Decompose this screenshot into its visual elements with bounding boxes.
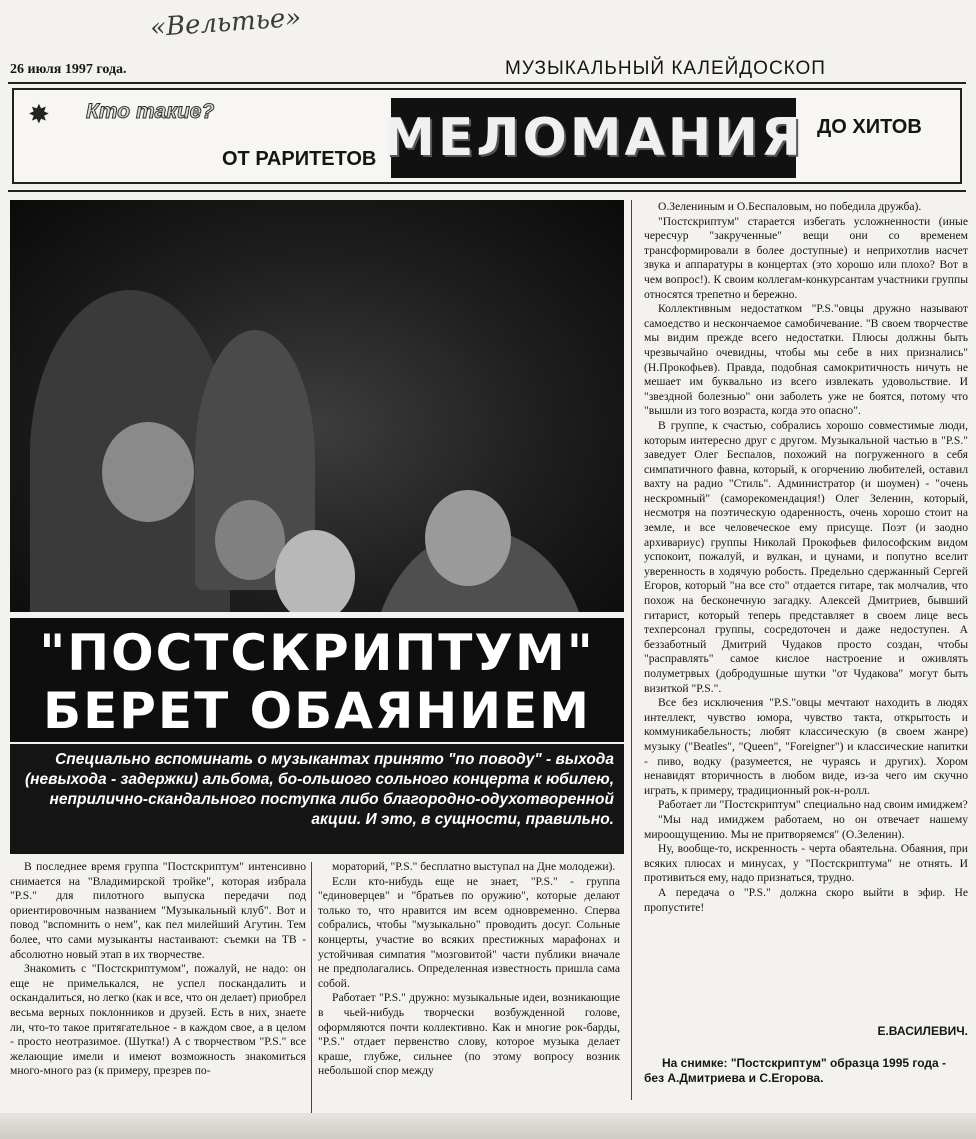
top-rule — [8, 82, 966, 84]
rubric-logo-text: МЕЛОМАНИЯ — [383, 108, 804, 168]
column-divider — [311, 862, 312, 1126]
photo-face — [425, 490, 511, 586]
photo-face — [102, 422, 194, 522]
paragraph: В группе, к счастью, собрались хорошо совместимые люди, которым интересно друг с другом. Музыкальной частью в "P.S." заведует Олег Беспалов, похожий на погруженного в себя симпатичного фавна, который, к огорчению любителей, оставил вахту на радио "Стиль". Администратор (и шоумен) - "очень нескромный" (саморекомендация!) Олег Зеленин, который, несмотря на поэтическую одаренность, очень хорошо стоит на земле, и все человеческое ему присуще. Поэт (и заодно архивариус) группы Николай Прокофьев философским видом успокоит, пожалуй, и вулкан, и цунами, и попутно вселит уверенность в ходячую робость. Предельно сдержанный Сергей Егоров, который "на все сто" отдается гитаре, так молчалив, что похож на бесконечную загадку. Алексей Дмитриев, бывший гитарист, который теперь представляет в своем лице весь техперсонал группы, сосредоточен и даже недоступен. А беззаботный Дмитрий Чудаков просто создан, чтобы "расправлять" самое кислое настроение и оживлять полуметрвых (добродушные шутки "от Чудакова" могут быть визиткой "P.S.". — [644, 418, 968, 695]
banner-rule — [8, 190, 966, 192]
headline — [10, 618, 624, 742]
rubric-question: Кто такие? — [86, 100, 215, 123]
photo-face — [275, 530, 355, 612]
photo-caption: На снимке: "Постскриптум" образца 1995 года - без А.Дмитриева и С.Егорова. — [644, 1056, 947, 1085]
paragraph: А передача о "P.S." должна скоро выйти в эфир. Не пропустите! — [644, 885, 968, 914]
paragraph: "Мы над имиджем работаем, но он отвечает нашему мироощущению. Мы не притворяемся" (О.Зеленин). — [644, 812, 968, 841]
paragraph: "Постскриптум" старается избегать усложненности (иные чересчур "закрученные" вещи они со временем трансформировали в более доступные) и неприхотлив насчет звука и аппаратуры в концертах (это хорошо или плохо? Вот в чем вопрос!). К своим коллегам-конкурсантам участники группы относятся трепетно и бережно. — [644, 214, 968, 301]
headline-line-2: БЕРЕТ ОБАЯНИЕМ — [43, 682, 591, 740]
column-divider — [631, 200, 632, 1100]
paragraph: мораторий, "P.S." бесплатно выступал на Дне молодежи). — [332, 860, 616, 873]
band-photo — [10, 200, 624, 612]
paragraph: Все без исключения "P.S."овцы мечтают находить в людях интеллект, чувство юмора, чувство такта, открытость и коммуникабельность; любят классическую (в своем жанре) музыку ("Beatles", "Queen", "Foreigner") и классические напитки - пиво, водку (разумеется, не чураясь и других). Хором ненавидят вторичность в любом виде, из-за чего им скучно играть, к примеру, традиционный рок-н-ролл. — [644, 696, 968, 797]
paragraph: Знакомить с "Постскриптумом", пожалуй, не надо: он еще не примелькался, не успел поскандалить и оскандалиться, но легко (как и все, что он делает) приобрел весьма верных поклонников и друзей. Есть в них, знаете ли, что-то такое притягательное - в каждом свое, а в целом - просто неотразимое. (Шутка!) А с творчеством "P.S." все желающие имели и имеют возможность знакомиться много-много раз (к примеру, презрев по- — [10, 962, 306, 1078]
headline-line-1: "ПОСТСКРИПТУМ" — [39, 624, 595, 682]
paragraph: Коллективным недостатком "P.S."овцы дружно называют самоедство и нескончаемое самобичевание. "В своем творчестве мы видим прежде всего недостатки. Плюсы должны быть чрезвычайно очевидны, чтобы мы себе в них признались" (Н.Прокофьев). Правда, подобная самокритичность ничуть не мешает им буквально из всего извлекать удовольствие. И "звездной болезнью" они заболеть уже не боятся, потому что "вышли из того возраста, когда это опасно". — [644, 302, 968, 418]
splash-star-icon: ✸ — [28, 100, 50, 129]
issue-date: 26 июля 1997 года. — [10, 62, 127, 77]
rubric-to-label: ДО ХИТОВ — [817, 116, 922, 138]
paragraph: Если кто-нибудь еще не знает, "P.S." - группа "единоверцев" и "братьев по оружию", которые делают только то, что нравится им всем одновременно. Сперва собрались, чтобы "музыкально" проводить досуг. Сольные концерты, участие во всяких престижных марафонах и устойчивая симпатия "мозговитой" части публики вначале не предполагались. Определенная известность пришла сама собой. — [318, 874, 620, 990]
paragraph: Работает ли "Постскриптум" специально над своим имиджем? — [658, 798, 968, 812]
article-column-3 — [644, 200, 968, 960]
rubric-from-label: ОТ РАРИТЕТОВ — [222, 148, 377, 170]
rubric-banner — [12, 88, 962, 184]
paragraph: Работает "P.S." дружно: музыкальные идеи, возникающие в чьей-нибудь творчески возбужденной голове, оформляются почти коллективно. Как и многие рок-барды, "P.S." отдает первенство слову, которое музыка делает краше, глубже, сильнее (по этому вопросу возник небольшой спор между — [318, 991, 620, 1078]
lead-paragraph: Специально вспоминать о музыкантах принято "по поводу" - выхода (невыхода - задержки) альбома, бо-ольшого сольного концерта к юбилею, неприлично-скандального поступка либо благородно-одухотворенной акции. И это, в сущности, правильно. — [10, 744, 624, 854]
paragraph: В последнее время группа "Постскриптум" интенсивно снимается на "Владимирской тройке", которая избрала "P.S." для пилотного выпуска передачи под ориентировочным названием "Музыкальный клуб". Вот и повод "вспомнить о нем", как пел милейший Агутин. Тем более, что сами музыканты настаивают: съемки на ТВ - абсолютно новый этап в их творчестве. — [10, 860, 306, 961]
article-column-2 — [318, 860, 620, 1130]
article-column-1 — [10, 860, 306, 1130]
author-signature: Е.ВАСИЛЕВИЧ. — [877, 1024, 968, 1038]
section-title: МУЗЫКАЛЬНЫЙ КАЛЕЙДОСКОП — [505, 58, 826, 79]
scan-edge — [0, 1113, 976, 1139]
paragraph: О.Зелениным и О.Беспаловым, но победила дружба). — [658, 200, 922, 213]
handwritten-note: «Вельтье» — [149, 2, 303, 44]
paragraph: Ну, вообще-то, искренность - черта обаятельна. Обаяния, при всяких плюсах и минусах, у "Постскриптума" не отнять. И противиться ему, надо признаться, трудно. — [644, 842, 968, 885]
rubric-logo — [383, 98, 804, 178]
